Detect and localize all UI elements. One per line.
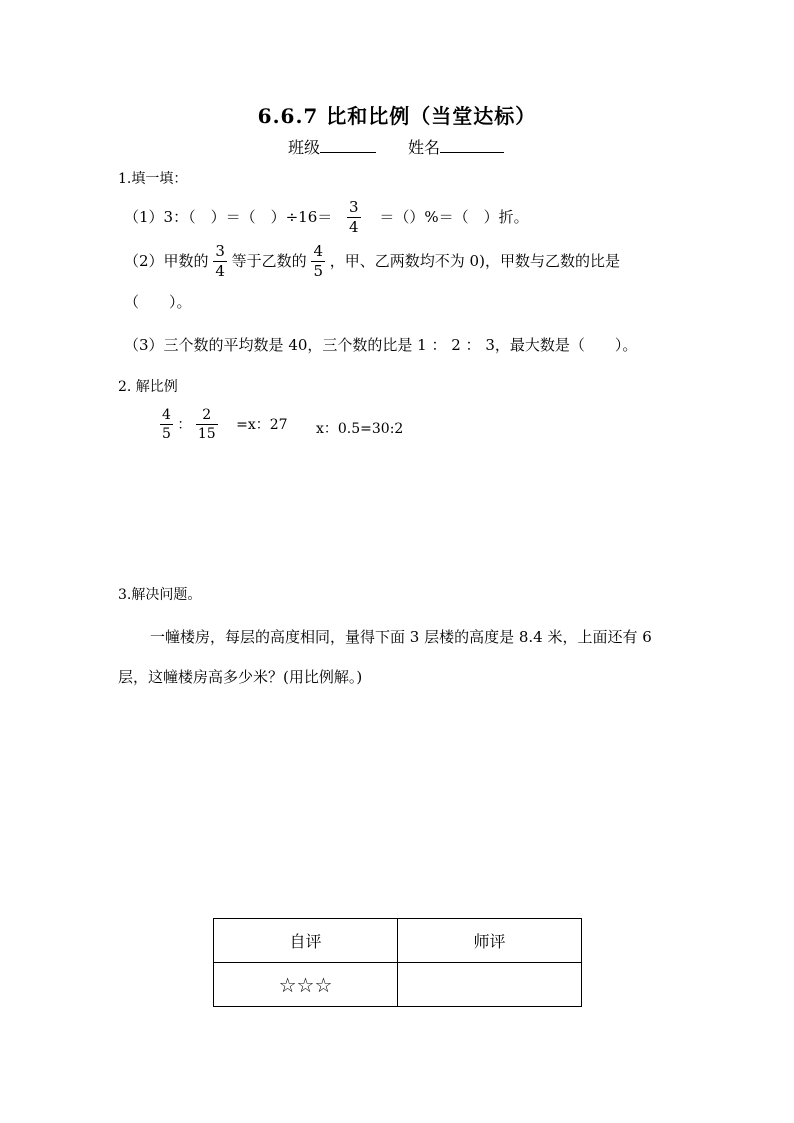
self-eval-header: 自评 [214, 919, 398, 963]
fraction-numerator: 4 [313, 242, 323, 260]
q3-heading: 3.解决问题。 [118, 587, 202, 603]
q2-heading: 2. 解比例 [118, 379, 178, 395]
fraction-denominator: 4 [349, 218, 359, 236]
q2-e1-fraction-2 [196, 408, 218, 441]
q1-heading: 1.填一填： [118, 171, 188, 187]
teacher-eval-header: 师评 [398, 919, 582, 963]
fraction-denominator: 5 [162, 426, 171, 442]
class-blank[interactable] [320, 140, 376, 153]
q1-p2-text-a: （2）甲数的 [124, 252, 209, 270]
page-title: 6.6.7 比和比例（当堂达标） [257, 104, 537, 128]
ratio-sign: ： [177, 416, 192, 433]
fraction-denominator: 15 [197, 426, 216, 442]
q2-equation-1 [160, 408, 288, 441]
teacher-eval-cell[interactable] [398, 963, 582, 1007]
q1-p2-text-b: 等于乙数的 [231, 252, 307, 270]
name-label: 姓名 [408, 138, 441, 157]
self-eval-stars[interactable]: ☆☆☆ [214, 963, 398, 1007]
q1-p2-answer: （ ）。 [124, 293, 192, 311]
class-label: 班级 [288, 138, 321, 157]
q2-equation-2: x：0.5=30:2 [316, 421, 404, 437]
q1-p2-fraction-2 [311, 244, 325, 279]
name-field [408, 140, 504, 156]
q3-line-1: 一幢楼房，每层的高度相同，量得下面 3 层楼的高度是 8.4 米，上面还有 6 [150, 628, 652, 646]
fraction-numerator: 3 [349, 198, 359, 216]
table-row [214, 919, 582, 963]
q1-part2 [124, 244, 620, 279]
q1-p1-text-b: ＝（）%＝（ ）折。 [379, 208, 529, 226]
q1-p1-text-a: （1）3：（ ）＝（ ）÷16＝ [124, 208, 333, 226]
q3-line-2: 层，这幢楼房高多少米？(用比例解。) [118, 668, 363, 686]
fraction-numerator: 3 [215, 242, 225, 260]
q1-p1-fraction [347, 200, 361, 235]
name-blank[interactable] [440, 140, 504, 153]
q2-e1-fraction-1 [160, 408, 173, 441]
evaluation-table [213, 918, 582, 1007]
q1-p2-text-c: ，甲、乙两数均不为 0)，甲数与乙数的比是 [329, 252, 620, 270]
table-row [214, 963, 582, 1007]
fraction-numerator: 4 [162, 407, 171, 423]
q2-e1-rest: =x：27 [236, 416, 288, 433]
class-field [288, 140, 376, 156]
fraction-denominator: 5 [313, 262, 323, 280]
q1-part1 [124, 200, 529, 235]
q1-p2-fraction-1 [213, 244, 227, 279]
fraction-numerator: 2 [196, 408, 218, 425]
q1-part3: （3）三个数的平均数是 40，三个数的比是 1 ： 2 ： 3，最大数是（ ）。 [124, 336, 638, 354]
fraction-denominator: 4 [215, 262, 225, 280]
